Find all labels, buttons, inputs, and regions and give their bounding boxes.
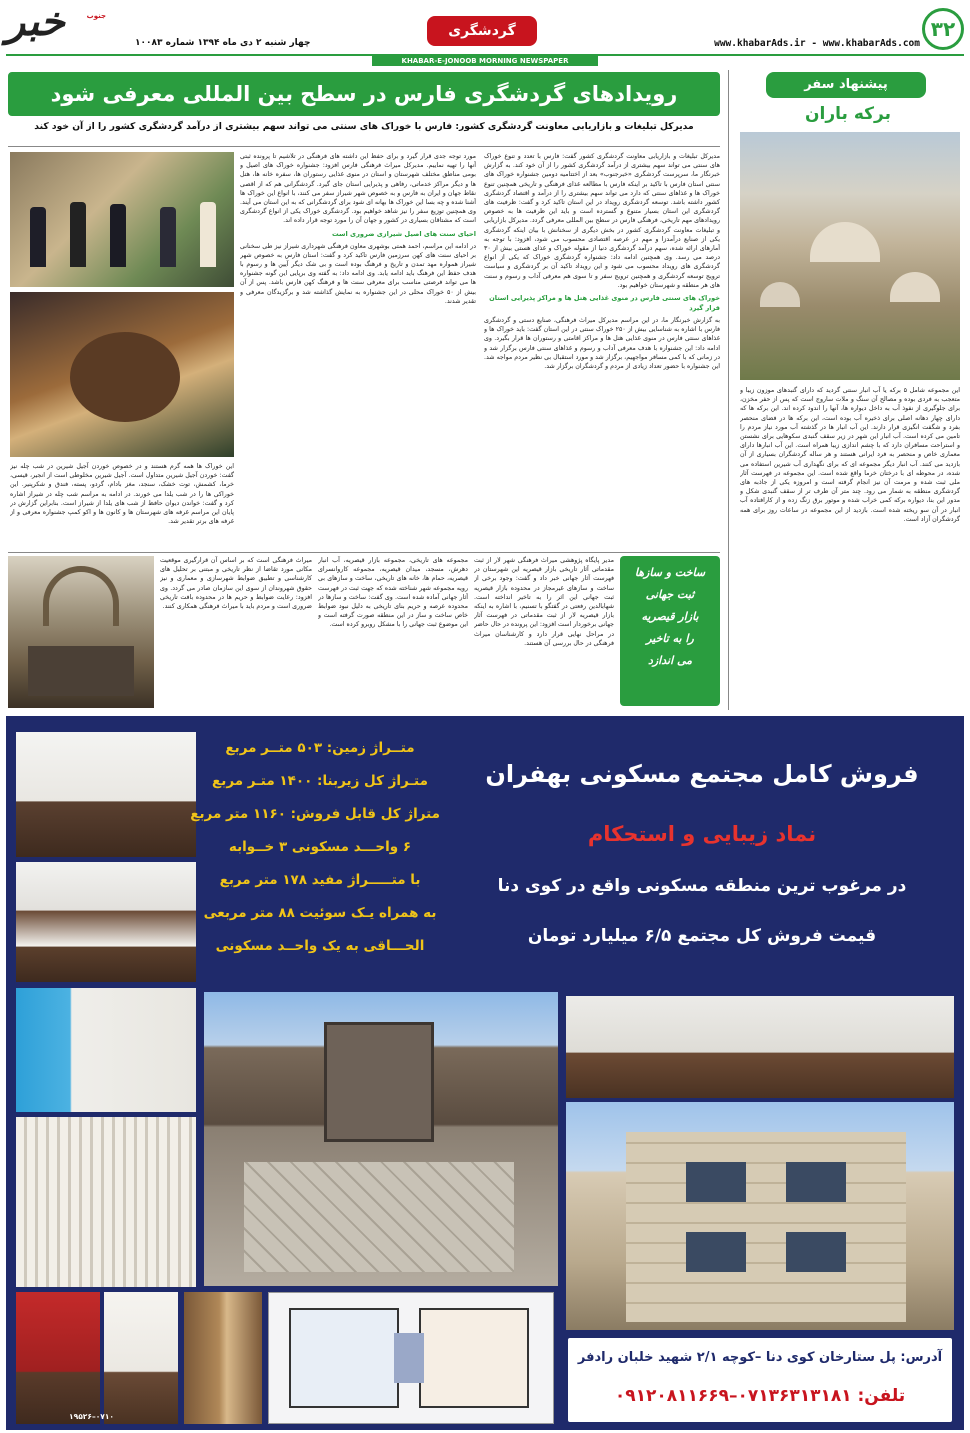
article-text-3: این خوراک ها همه گرم هستند و در خصوص خوردن آجیل شیرین در شب چله نیز گفت: خوردن آجیل شیرین متداول است. آجیل شیرین مخلوطی است از انجیر، قیسی، خرما، کشمش، توت خشک، سنجد، مغز بادام، گردو، پسته، فندق و شکرپنیر. این خوراکی ها را در شب یلدا می خورند. در ادامه به مراسم شب چله در شیراز اشاره کرد و گفت: خواندن دیوان حافظ از شب های یلدا از شیراز است. بنابراین گزارش در پایان این مراسم غرفه های شهرستان ها و کانون ها و اکو کمپ جشنواره معرفی و از غرفه های برتر تقدیر شد. (10, 463, 234, 526)
photo-hallway (184, 1292, 262, 1424)
article-subhead-1: خوراک های سنتی فارس در منوی غذایی هتل ها و مراکز پذیرایی استان قرار گیرد (489, 294, 720, 313)
specs-list (190, 740, 440, 980)
photo-blue-room (16, 988, 196, 1112)
sidebar-title: برکه باران (805, 104, 891, 124)
logo (6, 0, 128, 56)
ad-location: در مرغوب ترین منطقه مسکونی واقع در کوی دنا (497, 876, 907, 896)
ad-address: آدرس: پل ستارخان کوی دنا –کوچه ۲/۱ شهید خلبان رادفر (577, 1350, 943, 1365)
article-col-1 (484, 152, 720, 548)
spec-4: ۶ واحـــد مسکونی ۳ خــوابه (228, 839, 412, 855)
websites[interactable]: www.khabarAds.ir - www.khabarAds.com (714, 38, 920, 49)
photo-living-room (16, 732, 196, 857)
photo-cisterns (740, 132, 960, 380)
ad-price: قیمت فروش کل مجتمع ۶/۵ میلیارد تومان (527, 926, 877, 946)
headline-title: رویدادهای گردشگری فارس در سطح بین المللی معرفی شود (50, 82, 678, 106)
spec-2: متـراژ کل زیربنا: ۱۴۰۰ متـر مربع (212, 773, 428, 789)
photo-floor-plan (268, 1292, 554, 1424)
headline-subtitle: مدیرکل تبلیغات و بازاریابی معاونت گردشگری کشور: فارس با خوراک های سنتی می تواند سهم بیشتری از درآمد گردشگری کشور را از آن خود کند (34, 121, 694, 132)
bazaar-text-1: مدیر پایگاه پژوهشی میراث فرهنگی شهر لار از ثبت مقدماتی آثار تاریخی بازار قیصریه این شهرستان در فهرست آثار جهانی خبر داد و گفت: وجود برخی از ساخت و سازهای غیرمجاز در محدوده بازار قیصریه ثبت جهانی این اثر را به تاخیر انداخته است. شهابالدین رفعتی در گفتگو با تسنیم، با اشاره به اینکه بازار قیصریه لار از ثبت مقدماتی در فهرست آثار جهانی برخوردار است افزود: این پرونده در حال حاضر در مراحل نهایی قرار دارد و کارشناسان میراث فرهنگی در حال بررسی آن هستند. (474, 557, 614, 647)
callout-line-1: ساخت و سازها (634, 566, 706, 579)
article-text-1: مدیرکل تبلیغات و بازاریابی معاونت گردشگری کشور گفت: فارس با تعدد و تنوع خوراک های سنتی می تواند سهم بیشتری از درآمد گردشگری کشور را از آن خود کند. به گزارش خبرنگار ما، سرپرست گردشگری «خبرجنوب» بعد از اختتامیه دومین جشنواره خوراک های سنتی استان فارس با تاکید بر اینکه فارس با مطالعه غذای فرهنگی و تاریخی همچنین تنوع خوراک ها و غذاهای سنتی که دارد می تواند سهم بیشتری را از درآمد و اقتصاد گردشگری کشور داشته باشد. توسعه گردشگری رویداد در این استان تاکید کرد و گفت: ظرفیت های گردشگری این استان بسیار متنوع و گسترده است و باید این ظرفیت ها به خصوص رویدادهای مهم تاریخی، فرهنگی فارس در سطح بین المللی معرفی گردد. مدیرکل بازاریابی و تبلیغات معاونت گردشگری کشور در بخش دیگری از سخنانش با بیان اینکه گردشگری یکی از صنایع درآمدزا و مهم در عرصه اقتصادی محسوب می شود، افزود: با توجه به آمارهای ارائه شده، سهم درآمد گردشگری دنیا از مقوله خوراک و غذای هستی بیش از ۳۰ درصد می رسد. وی همچنین ادامه داد: جشنواره گردشگری خوراک که یکی از انواع گردشگری های رویداد محسوب می شود و این رویداد تاکید آن بر گردشگری و سیاست ترویج توسعه گردشگری و همچنین ترویج سفر و تا سوی هم معرفی آداب و رسوم و سنت های هر منطقه و شهرستان خواهیم بود. (484, 153, 720, 289)
logo-text: خبر (6, 0, 65, 45)
ad-phone[interactable]: تلفن: ۰۷۱۳۶۳۱۳۱۸۱–۰۹۱۲۰۸۱۱۶۶۹ (614, 1386, 906, 1406)
photo-striped-room (16, 1117, 196, 1287)
article-subhead-2: احیای سنت های اصیل شیرازی ضروری است (332, 229, 476, 238)
article-text-2: مورد توجه جدی قرار گیرد و برای حفظ این داشته های فرهنگی در تلاشیم تا پرونده ثبتی آنها را تهیه نماییم. مدیرکل میراث فرهنگی فارس افزود: جشنواره خوراک های اصیل و بومی مناطق مختلف شهرستان و استان در منوی غذایی رستوران ها، سفره خانه ها، هتل ها و دیگر مراکز خدماتی، رفاهی و پذیرایی استان جای گیرد. گردشگرانی هم که از اقصی نقاط جهان و ایران به فارس و به خصوص شهر شیراز سفر می کنند، با انواع این خوراک ها آشنا شده و چه بسا این خوراک ها بهانه ای شود برای گردشگرانی که به این استان می آیند. وی همچنین توزیع سفر را نیز شاهد خواهیم بود. گردشگری خوراک یکی از انواع گردشگری است که مشتاقان بسیاری در کشور و جهان آن را مورد توجه قرار داده اند. (240, 153, 476, 225)
logo-subtext: جنوب (86, 12, 106, 20)
sidebar-text: این مجموعه شامل ۵ برکه یا آب انبار سنتی گردید که دارای گنبدهای موزون زیبا و متعجب به فردی بوده و مصالح آن سنگ و ملات ساروج است که پس از حفر مخزن، برای جلوگیری از نفوذ آب به داخل دیواره ها، آنها را اندود کرده اند. این برکه ها که دارای چهار دهانه اصلی برای ذخیره آب بوده است، این برکه ها در فضای منحصر بفرد و شگفت انگیزی قرار دارند. این آب انبار ها در گذشته آب مورد نیاز مردم را تامین می کرده است. آب انبار این شهر در زیر سقف گنبدی سکوهایی برای نشستن و استراحت مسافران دارد که با چشم اندازی زیبا همراه است. این آب انبارها دارای معماری خاص و منحصر به فرد ایرانی هستند و هر ساله گردشگران بسیاری از آن بازدید می کنند. آب انبار دیگر مجموعه ای که برای نگهداری آب شیرین استفاده می شده، در محوطه ای با درختان خرما واقع شده است. این مجموعه در فهرست آثار ملی ثبت شده و مرمت آن نیز انجام گرفته است و امروزه یکی از جاذبه های گردشگری منطقه به شمار می رود. چند متر آن طرف تر از سقف گنبدی شکل و مدور این بنا، دیواره برکه کمی خراب شده و موتور برق زنگ زده و از کارافتاده آب انبار در آن سو ریخته شده است. بازدید از این مجموعه در ساعات روز برای همه گردشگران آزاد است. (740, 387, 960, 523)
callout-line-3: بازار قیصریه (641, 610, 699, 623)
ad-slogan: نماد زیبایی و استحکام (587, 822, 817, 846)
callout-line-5: می اندازد (647, 654, 693, 667)
photo-kitchen (16, 862, 196, 982)
photo-red-room (16, 1292, 100, 1424)
photo-bedroom (104, 1292, 178, 1424)
english-line: KHABAR-E-JONOOB MORNING NEWSPAPER (372, 56, 598, 66)
headline-box (8, 72, 720, 116)
article-col-3 (10, 462, 234, 552)
column-rule (728, 70, 729, 710)
ad-code: ۰۷۱۰–۱۹۵۲۶ (69, 1412, 114, 1421)
spec-7: الحـــاقی به یک واحــد مسکونی (215, 938, 425, 954)
callout-line-4: را به تاخیر (646, 632, 694, 645)
bazaar-col-1 (474, 556, 614, 708)
page-number: ۳۲ (922, 8, 964, 50)
ad-title: فروش کامل مجتمع مسکونی بهفران (485, 760, 919, 788)
divider (8, 552, 720, 553)
article-col-2 (240, 152, 476, 548)
photo-ceremony (10, 152, 234, 287)
callout-box (620, 556, 720, 706)
section-tag: گردشگری (427, 16, 537, 46)
masthead (0, 0, 970, 66)
contact-box (566, 1336, 954, 1424)
bazaar-col-3 (160, 556, 312, 708)
spec-6: به همراه یـک سوئیت ۸۸ متر مربعی (203, 905, 437, 921)
sidebar-text-box (740, 386, 960, 708)
article-text-2b: در ادامه این مراسم، احمد همتی بوشهری معاون فرهنگی شهرداری شیراز نیز طی سخنانی بر احیای سنت های کهن سرزمین فارس تاکید کرد و گفت: استان فارس به خصوص شهر شیراز همواره مهد تمدن و تاریخ و فرهنگ بوده است و بی شک دیگر آیین ها و رسوم با هدف حفظ این فرهنگ باید ادامه یابد. وی ادامه داد: به گفته وی برپایی این گونه جشنواره ها می تواند فرصتی مناسب برای معرفی سنت ها و فرهنگ کهن فارس باشد. پس از آن بیش از ۵۰ خوراک محلی در این جشنواره به نمایش گذاشته شد و برگزیدگان معرفی و تقدیر شدند. (240, 242, 476, 305)
sidebar-tag: پیشنهاد سفر (766, 72, 926, 98)
divider (8, 146, 720, 147)
photo-interior-wide (566, 996, 954, 1098)
bazaar-text-2: مجموعه های تاریخی، مجموعه بازار قیصریه، آب انبار دهرش، مسجد، میدان قیصریه، مجموعه کاروانسرای قیصریه، حمام ها، خانه های تاریخی، ساخت و سازهای بی رویه مجموعه شهر شناخته شده که جهت ثبت در فهرست آثار جهانی آماده شده است. وی گفت: ساخت و سازها در محدوده عرصه و حریم بنای تاریخی به دلیل نبود ضوابط خاص ساخت و ساز در این منطقه صورت گرفته است و این موضوع ثبت جهانی را با مشکل روبرو کرده است. (318, 557, 468, 629)
photo-courtyard (204, 992, 558, 1286)
photo-sheepskin (10, 292, 234, 457)
callout-line-2: ثبت جهانی (645, 588, 695, 601)
spec-5: با متـــــراژ مفید ۱۷۸ متر مربع (219, 872, 421, 888)
spec-1: متــراژ زمین: ۵۰۳ متــر مربع (225, 740, 415, 756)
article-text-1b: به گزارش خبرنگار ما، در این مراسم مدیرکل میراث فرهنگی، صنایع دستی و گردشگری فارس با اشاره به شناسایی بیش از ۲۵۰ خوراک سنتی در این استان گفت: باید خوراک ها و غذاهای سنتی فارس در منوی غذایی هتل ها و مراکز اقامتی و رستوران ها قرار بگیرد. وی ادامه داد: این جشنواره با هدف معرفی آداب و رسوم و غذاهای سنتی فارس برگزار شد و در زمانی که با کمی مسافر مواجهیم، برگزار شد و مورد استقبال بی نظیر مردم مواجه شد. این جشنواره با حضور تعداد زیادی از مردم و گردشگران برگزار شد. (484, 317, 720, 371)
sidebar (734, 70, 962, 710)
date-line: چهار شنبه ۲ دی ماه ۱۳۹۴ شماره ۱۰۰۸۳ (135, 38, 311, 48)
photo-bazaar (8, 556, 154, 708)
bazaar-col-2 (318, 556, 468, 708)
bazaar-text-3: میراث فرهنگی است که بر اساس آن قرارگیری موقعیت مکانی مورد تقاضا از نظر تاریخی و مبتنی بر تحلیل های کارشناسی و تطبیق ضوابط شهرسازی و معماری و نیز حقوق شهروندان از سوی این سازمان صادر می گردد. وی افزود: رعایت ضوابط و حریم ها در محدوده بافت تاریخی ضروری است و مردم باید با میراث فرهنگی همکاری کنند. (160, 557, 312, 611)
photo-facade (566, 1102, 954, 1330)
spec-3: متراژ کل قابل فروش: ۱۱۶۰ متر مربع (190, 806, 440, 822)
